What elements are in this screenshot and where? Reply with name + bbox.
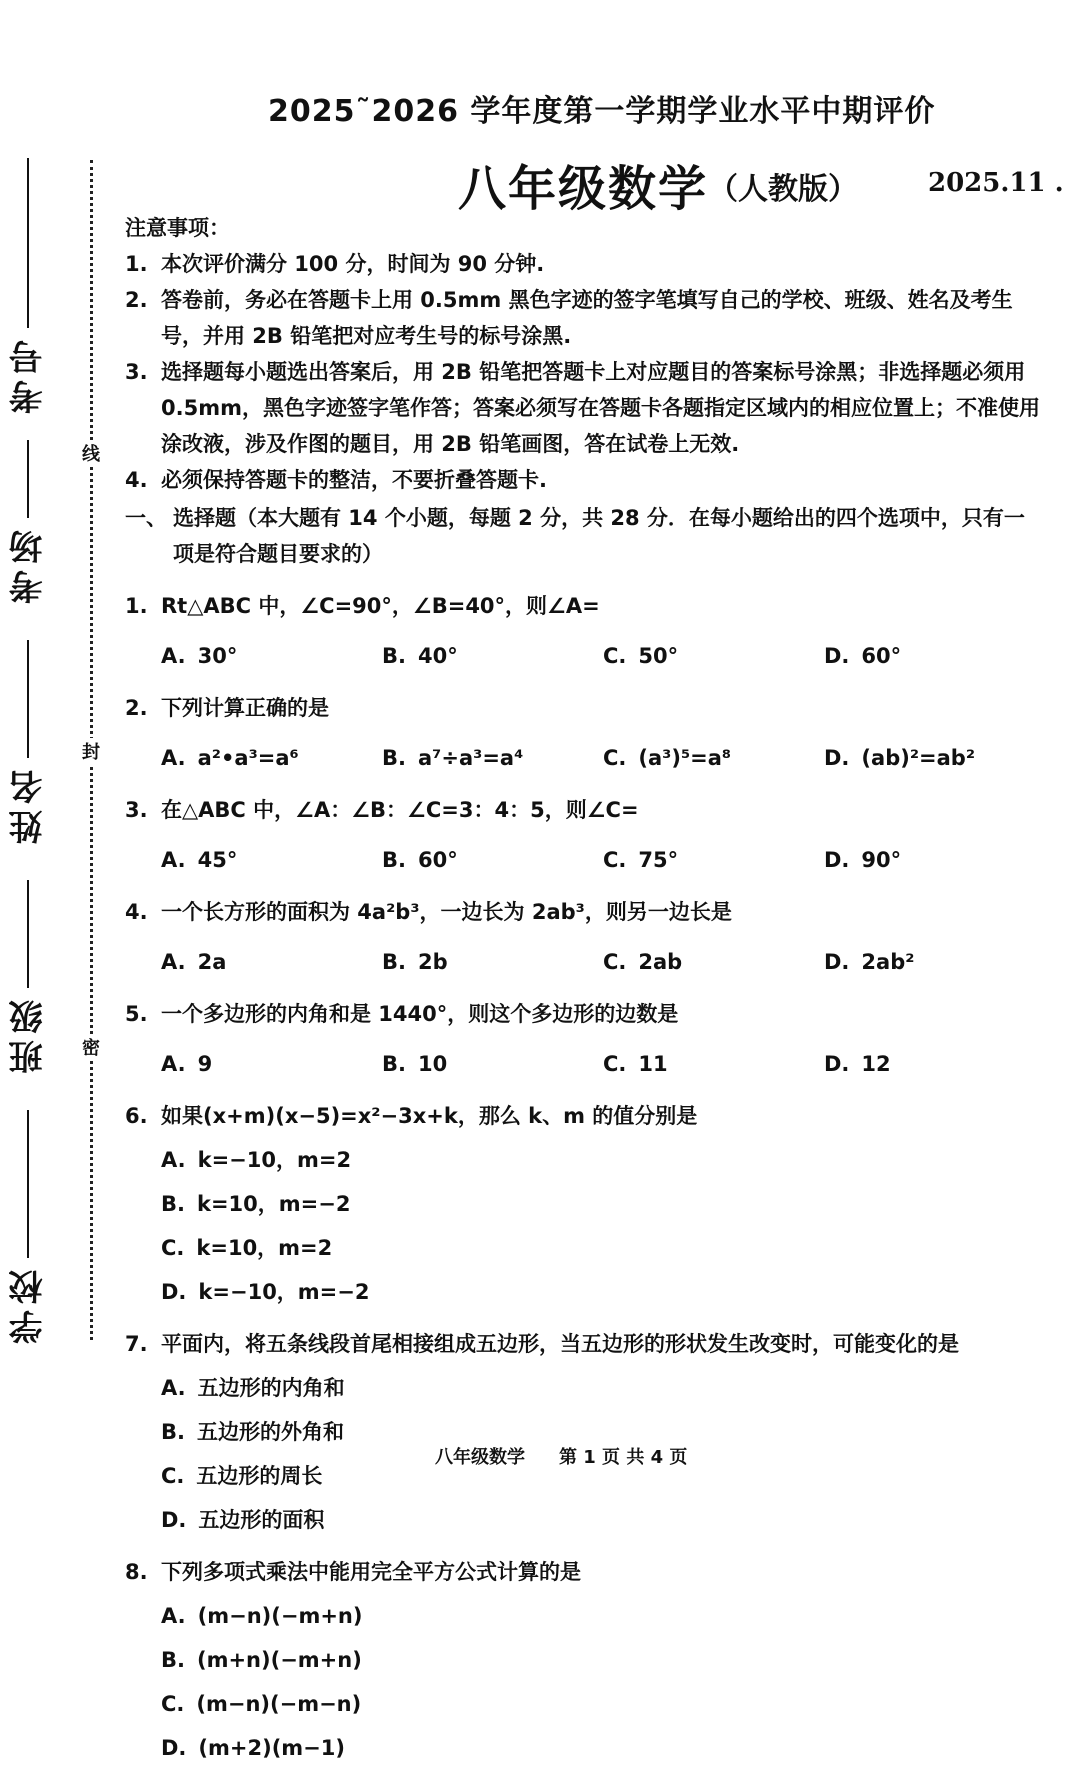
option-c: C. 50° bbox=[603, 644, 679, 668]
question-2 bbox=[125, 690, 1045, 776]
option-b: B. (m+n)(−m+n) bbox=[161, 1648, 362, 1672]
option-b: B. k=10，m=−2 bbox=[161, 1192, 351, 1216]
exam-room-field bbox=[0, 440, 56, 610]
fill-line bbox=[27, 1110, 29, 1258]
question-7 bbox=[125, 1326, 1045, 1538]
note-item bbox=[125, 354, 1045, 462]
question-stem: 下列多项式乘法中能用完全平方公式计算的是 bbox=[161, 1560, 581, 1584]
fill-line bbox=[27, 880, 29, 988]
question-number: 6. bbox=[125, 1104, 148, 1128]
question-stem: 平面内，将五条线段首尾相接组成五边形，当五边形的形状发生改变时，可能变化的是 bbox=[161, 1332, 959, 1356]
question-8 bbox=[125, 1554, 1045, 1766]
note-item bbox=[125, 282, 1045, 354]
exam-number-label: 考号 bbox=[8, 334, 49, 414]
question-number: 2. bbox=[125, 696, 148, 720]
question-stem: Rt△ABC 中，∠C=90°，∠B=40°，则∠A= bbox=[161, 594, 600, 618]
fill-line bbox=[27, 640, 29, 758]
question-number: 3. bbox=[125, 798, 148, 822]
question-number: 8. bbox=[125, 1560, 148, 1584]
seal-char-seal: 封 bbox=[80, 738, 102, 764]
option-d: D. 12 bbox=[824, 1052, 891, 1076]
option-c: C. (a³)⁵=a⁸ bbox=[603, 746, 732, 770]
option-b: B. 40° bbox=[382, 644, 458, 668]
question-number: 1. bbox=[125, 594, 148, 618]
option-c: C. (m−n)(−m−n) bbox=[161, 1692, 362, 1716]
note-text: 答卷前，务必在答题卡上用 0.5mm 黑色字迹的签字笔填写自己的学校、班级、姓名及考生号，并用 2B 铅笔把对应考生号的标号涂黑. bbox=[161, 288, 1013, 348]
option-a: A. a²•a³=a⁶ bbox=[161, 746, 299, 770]
option-a: A. 五边形的内角和 bbox=[161, 1376, 345, 1400]
question-1 bbox=[125, 588, 1045, 674]
section-number: 一、 bbox=[125, 506, 167, 530]
note-text: 选择题每小题选出答案后，用 2B 铅笔把答题卡上对应题目的答案标号涂黑；非选择题必须用 0.5mm，黑色字迹签字笔作答；答案必须写在答题卡各题指定区域内的相应位置上；不准使用涂改液，涉及作图的题目，用 2B 铅笔画图，答在试卷上无效. bbox=[161, 360, 1040, 456]
question-4 bbox=[125, 894, 1045, 980]
option-b: B. 五边形的外角和 bbox=[161, 1420, 344, 1444]
option-c: C. 2ab bbox=[603, 950, 683, 974]
option-b: B. 10 bbox=[382, 1052, 448, 1076]
option-d: D. (ab)²=ab² bbox=[824, 746, 976, 770]
option-d: D. 90° bbox=[824, 848, 902, 872]
question-number: 7. bbox=[125, 1332, 148, 1356]
question-3 bbox=[125, 792, 1045, 878]
notes-heading: 注意事项： bbox=[125, 216, 230, 240]
option-d: D. 2ab² bbox=[824, 950, 915, 974]
option-a: A. 45° bbox=[161, 848, 238, 872]
name-field bbox=[0, 640, 56, 850]
seal-char-line: 线 bbox=[80, 440, 102, 466]
section-heading bbox=[125, 500, 1045, 572]
school-label: 学校 bbox=[8, 1264, 49, 1344]
option-a: A. 9 bbox=[161, 1052, 213, 1076]
option-c: C. 五边形的周长 bbox=[161, 1464, 323, 1488]
question-stem: 如果(x+m)(x−5)=x²−3x+k，那么 k、m 的值分别是 bbox=[161, 1104, 698, 1128]
name-label: 姓名 bbox=[8, 764, 49, 844]
note-number: 4. bbox=[125, 468, 148, 492]
page-title: 八年级数学 bbox=[458, 161, 709, 217]
question-stem: 在△ABC 中，∠A：∠B：∠C=3：4：5，则∠C= bbox=[161, 798, 639, 822]
option-c: C. k=10，m=2 bbox=[161, 1236, 333, 1260]
option-a: A. 30° bbox=[161, 644, 238, 668]
note-item bbox=[125, 462, 1045, 498]
class-label: 班级 bbox=[8, 994, 49, 1074]
question-5 bbox=[125, 996, 1045, 1082]
note-number: 2. bbox=[125, 288, 148, 312]
note-number: 1. bbox=[125, 252, 148, 276]
note-text: 本次评价满分 100 分，时间为 90 分钟. bbox=[161, 252, 545, 276]
fill-line bbox=[27, 158, 29, 328]
option-a: A. 2a bbox=[161, 950, 227, 974]
question-number: 5. bbox=[125, 1002, 148, 1026]
question-stem: 一个长方形的面积为 4a²b³，一边长为 2ab³，则另一边长是 bbox=[161, 900, 732, 924]
option-a: A. k=−10，m=2 bbox=[161, 1148, 352, 1172]
footer-subject: 八年级数学 bbox=[435, 1447, 525, 1468]
option-a: A. (m−n)(−m+n) bbox=[161, 1604, 363, 1628]
option-c: C. 11 bbox=[603, 1052, 668, 1076]
option-d: D. (m+2)(m−1) bbox=[161, 1736, 345, 1760]
question-6 bbox=[125, 1098, 1045, 1310]
fill-line bbox=[27, 440, 29, 518]
class-field bbox=[0, 880, 56, 1080]
exam-subtitle: 2025˜2026 学年度第一学期学业水平中期评价 bbox=[268, 94, 936, 129]
option-b: B. a⁷÷a³=a⁴ bbox=[382, 746, 524, 770]
note-number: 3. bbox=[125, 360, 148, 384]
page-number: 第 1 页 共 4 页 bbox=[559, 1447, 688, 1468]
exam-date: 2025.11 . bbox=[928, 168, 1064, 198]
question-stem: 下列计算正确的是 bbox=[161, 696, 329, 720]
exam-number-field bbox=[0, 158, 56, 420]
section-text: 选择题（本大题有 14 个小题，每题 2 分，共 28 分．在每小题给出的四个选项中，只有一项是符合题目要求的） bbox=[173, 506, 1025, 566]
exam-room-label: 考场 bbox=[8, 524, 49, 604]
seal-char-secret: 密 bbox=[80, 1034, 102, 1060]
note-item bbox=[125, 246, 1045, 282]
question-number: 4. bbox=[125, 900, 148, 924]
question-stem: 一个多边形的内角和是 1440°，则这个多边形的边数是 bbox=[161, 1002, 679, 1026]
edition-label: （人教版） bbox=[708, 172, 858, 207]
option-d: D. k=−10，m=−2 bbox=[161, 1280, 370, 1304]
option-d: D. 五边形的面积 bbox=[161, 1508, 325, 1532]
option-b: B. 60° bbox=[382, 848, 458, 872]
option-d: D. 60° bbox=[824, 644, 902, 668]
exam-content bbox=[125, 210, 1045, 1766]
note-text: 必须保持答题卡的整洁，不要折叠答题卡. bbox=[161, 468, 547, 492]
option-b: B. 2b bbox=[382, 950, 448, 974]
page-footer bbox=[435, 1443, 721, 1469]
option-c: C. 75° bbox=[603, 848, 679, 872]
school-field bbox=[0, 1110, 56, 1350]
